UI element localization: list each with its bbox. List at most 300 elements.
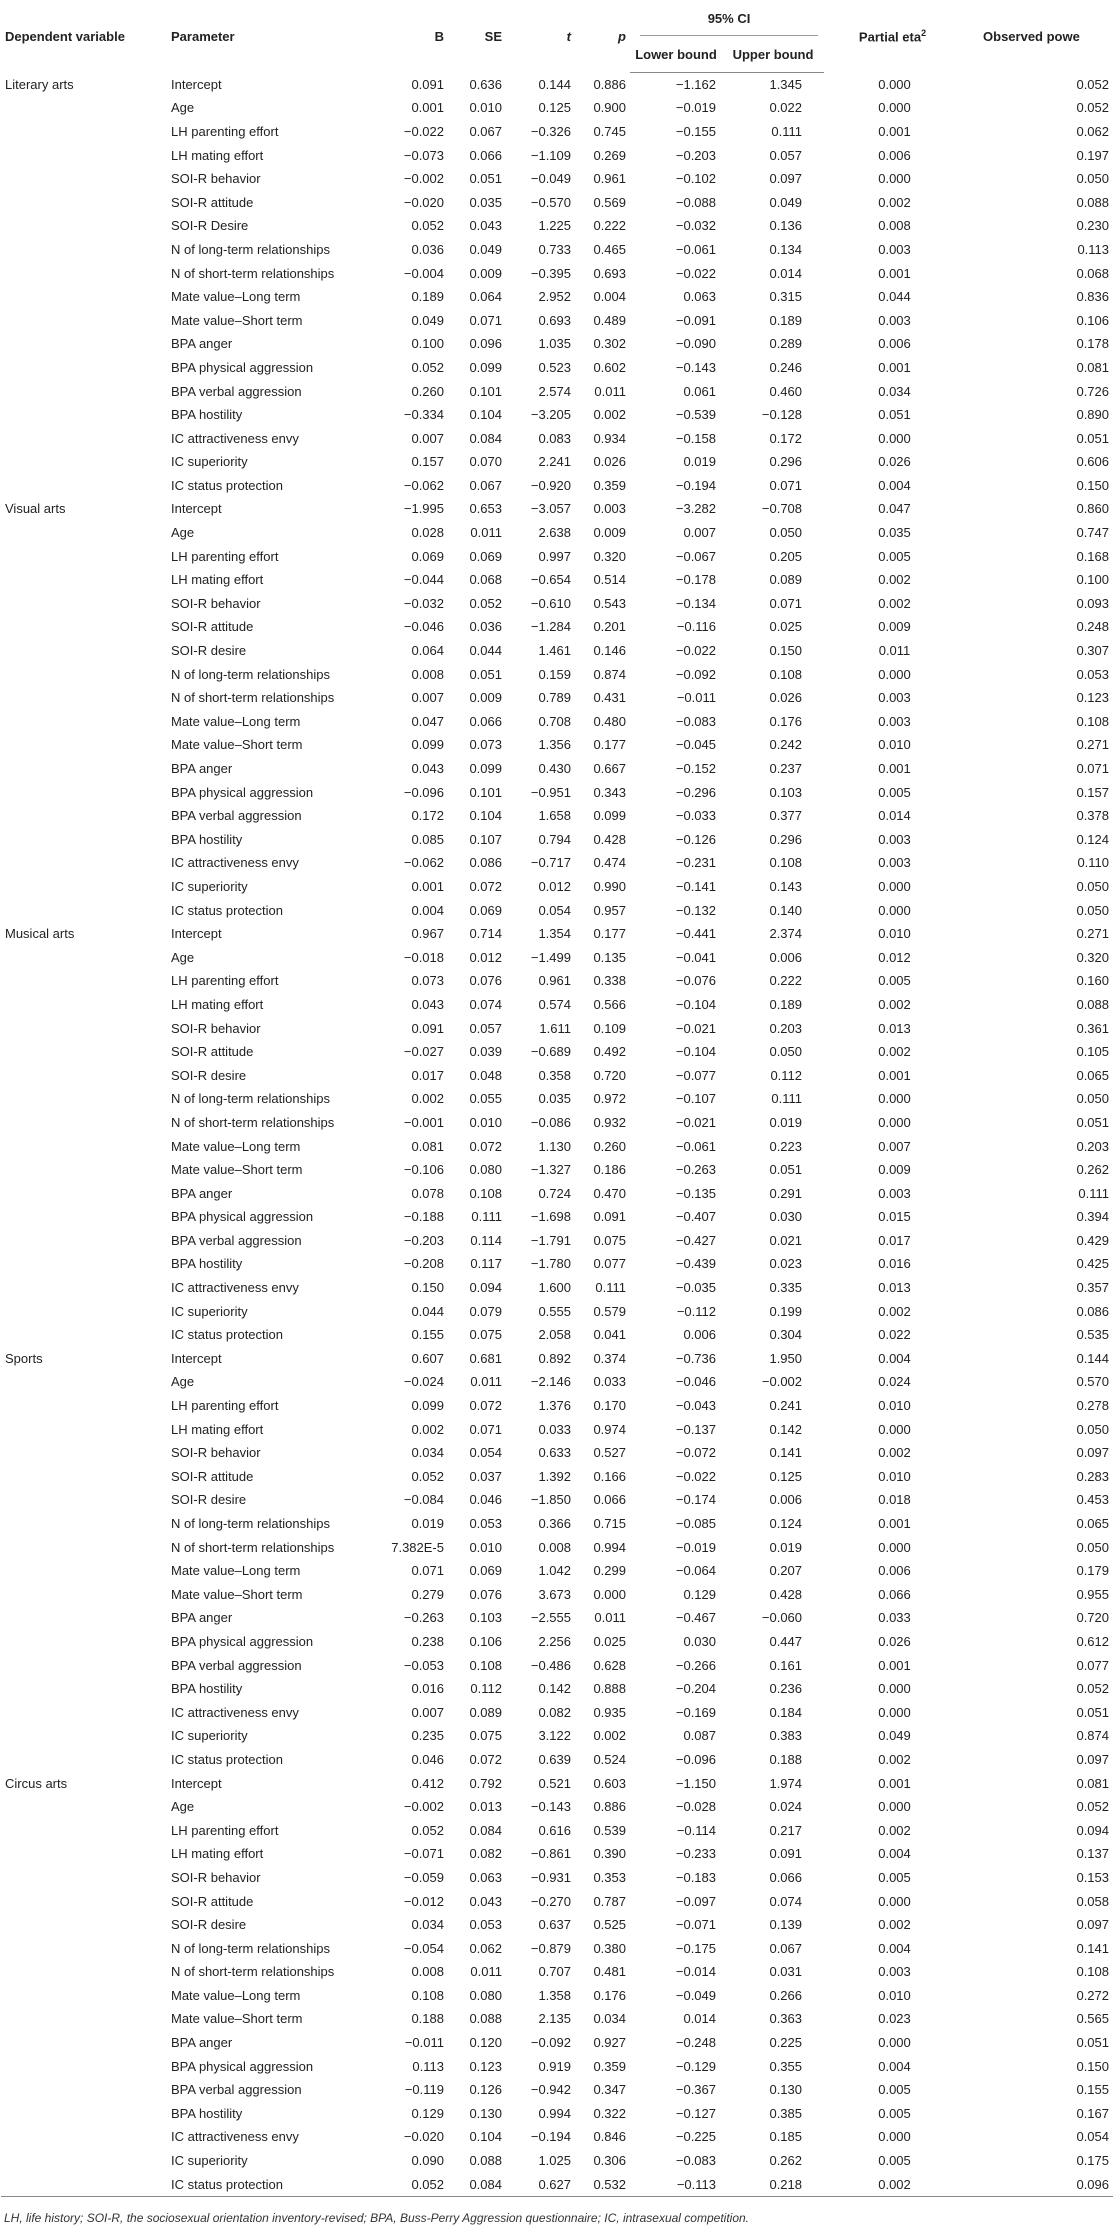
cell-b: −0.106 <box>403 1162 444 1178</box>
cell-parameter: SOI-R attitude <box>171 1468 254 1484</box>
cell-p: 0.480 <box>593 713 626 729</box>
cell-partial-eta: 0.010 <box>878 737 911 753</box>
cell-upper-bound: 0.189 <box>769 996 803 1012</box>
cell-parameter: BPA hostility <box>171 1681 243 1697</box>
cell-partial-eta: 0.014 <box>878 808 911 824</box>
cell-t: 0.083 <box>538 430 571 446</box>
cell-t: 0.125 <box>538 100 571 116</box>
cell-se: 0.096 <box>469 336 502 352</box>
cell-parameter: IC status protection <box>171 1751 283 1767</box>
cell-se: 0.089 <box>469 1704 502 1720</box>
cell-observed-power: 0.110 <box>1077 855 1110 871</box>
group-label-empty <box>1 1489 167 1513</box>
cell-t: −1.109 <box>530 147 571 163</box>
group-label-empty <box>1 545 167 569</box>
table-row <box>1 1465 1113 1489</box>
cell-p: 0.009 <box>593 525 626 541</box>
cell-observed-power: 0.051 <box>1076 430 1110 446</box>
cell-t: −0.092 <box>530 2035 571 2051</box>
table-row <box>1 781 1113 805</box>
cell-t: 3.122 <box>538 1728 571 1744</box>
cell-parameter: SOI-R behavior <box>171 171 261 187</box>
cell-se: 0.108 <box>469 1185 502 1201</box>
cell-lower-bound: −0.014 <box>675 1964 716 1980</box>
group-label-empty <box>1 1182 167 1206</box>
table-row <box>1 616 1113 640</box>
cell-upper-bound: 0.108 <box>769 855 803 871</box>
cell-observed-power: 0.086 <box>1076 1303 1110 1319</box>
cell-p: 0.025 <box>593 1633 626 1649</box>
cell-se: 0.112 <box>470 1681 502 1697</box>
cell-t: 0.892 <box>538 1350 571 1366</box>
cell-t: 2.058 <box>538 1327 571 1343</box>
table-row <box>1 568 1113 592</box>
cell-upper-bound: 0.111 <box>771 1091 803 1107</box>
cell-partial-eta: 0.005 <box>878 973 911 989</box>
cell-lower-bound: −0.266 <box>675 1657 716 1673</box>
cell-parameter: N of long-term relationships <box>171 1516 330 1532</box>
cell-partial-eta: 0.000 <box>878 1421 911 1437</box>
group-label-empty <box>1 1465 167 1489</box>
cell-t: 2.135 <box>538 2011 571 2027</box>
cell-observed-power: 0.197 <box>1076 147 1110 163</box>
cell-observed-power: 0.175 <box>1076 2153 1110 2169</box>
cell-t: 0.358 <box>538 1067 571 1083</box>
cell-partial-eta: 0.047 <box>878 501 911 517</box>
cell-p: 0.109 <box>593 1020 626 1036</box>
cell-se: 0.079 <box>469 1303 502 1319</box>
cell-t: −0.861 <box>530 1846 571 1862</box>
cell-partial-eta: 0.044 <box>878 289 911 305</box>
cell-lower-bound: 0.014 <box>683 2011 716 2027</box>
cell-observed-power: 0.283 <box>1076 1468 1110 1484</box>
cell-upper-bound: 0.049 <box>769 194 803 210</box>
cell-p: 0.002 <box>593 1728 626 1744</box>
cell-se: 0.120 <box>469 2035 502 2051</box>
cell-t: 1.354 <box>538 926 571 942</box>
cell-b: 0.100 <box>411 336 444 352</box>
cell-lower-bound: 0.087 <box>683 1728 716 1744</box>
cell-t: 1.376 <box>538 1398 571 1414</box>
table-row <box>1 73 1113 97</box>
cell-se: 0.106 <box>469 1633 502 1649</box>
cell-t: 0.521 <box>538 1775 571 1791</box>
cell-p: 0.886 <box>593 1799 626 1815</box>
cell-t: −1.791 <box>530 1232 571 1248</box>
cell-upper-bound: 0.089 <box>769 572 803 588</box>
cell-b: 0.172 <box>411 808 444 824</box>
table-row <box>1 1088 1113 1112</box>
cell-p: 0.886 <box>593 76 626 92</box>
cell-partial-eta: 0.003 <box>878 241 911 257</box>
cell-partial-eta: 0.003 <box>878 831 911 847</box>
cell-observed-power: 0.050 <box>1076 1421 1110 1437</box>
cell-observed-power: 0.272 <box>1076 1987 1110 2003</box>
cell-observed-power: 0.050 <box>1076 902 1110 918</box>
cell-se: 0.043 <box>469 218 502 234</box>
cell-t: −0.920 <box>530 477 571 493</box>
cell-lower-bound: −0.088 <box>675 194 716 210</box>
cell-observed-power: 0.361 <box>1076 1020 1110 1036</box>
cell-observed-power: 0.394 <box>1076 1209 1110 1225</box>
cell-p: 0.186 <box>593 1162 626 1178</box>
group-label-empty <box>1 1158 167 1182</box>
cell-p: 0.745 <box>593 123 626 139</box>
cell-b: −0.027 <box>403 1044 444 1060</box>
cell-observed-power: 0.378 <box>1076 808 1110 824</box>
cell-lower-bound: −1.162 <box>675 76 716 92</box>
cell-upper-bound: 0.067 <box>769 1940 803 1956</box>
cell-t: −1.780 <box>530 1256 571 1272</box>
cell-b: 0.008 <box>411 666 444 682</box>
cell-se: 0.072 <box>469 1398 502 1414</box>
cell-t: −0.570 <box>530 194 571 210</box>
group-label-empty <box>1 970 167 994</box>
cell-lower-bound: −0.183 <box>675 1869 716 1885</box>
group-label-empty <box>1 451 167 475</box>
cell-partial-eta: 0.002 <box>878 996 911 1012</box>
group-label-empty <box>1 427 167 451</box>
group-label-empty <box>1 120 167 144</box>
cell-partial-eta: 0.012 <box>878 949 911 965</box>
cell-t: 3.673 <box>538 1586 571 1602</box>
cell-upper-bound: 0.142 <box>769 1421 803 1437</box>
cell-upper-bound: 0.242 <box>769 737 803 753</box>
cell-lower-bound: −0.011 <box>676 690 716 706</box>
cell-parameter: Intercept <box>171 76 222 92</box>
cell-observed-power: 0.726 <box>1076 383 1110 399</box>
cell-upper-bound: 0.112 <box>770 1067 803 1083</box>
cell-partial-eta: 0.049 <box>878 1728 911 1744</box>
cell-lower-bound: −0.114 <box>676 1822 716 1838</box>
cell-parameter: BPA physical aggression <box>171 359 314 375</box>
cell-parameter: LH parenting effort <box>171 548 279 564</box>
cell-se: 0.084 <box>469 1822 502 1838</box>
cell-partial-eta: 0.003 <box>878 690 911 706</box>
cell-t: 0.012 <box>538 878 571 894</box>
cell-partial-eta: 0.002 <box>878 572 911 588</box>
cell-partial-eta: 0.013 <box>878 1020 911 1036</box>
table-row <box>1 592 1113 616</box>
cell-se: 0.067 <box>469 477 502 493</box>
cell-t: 0.693 <box>538 312 571 328</box>
table-row <box>1 899 1113 923</box>
header-t: t <box>566 28 571 44</box>
cell-lower-bound: 0.019 <box>683 454 716 470</box>
table-row <box>1 2031 1113 2055</box>
group-label-empty <box>1 167 167 191</box>
group-label-empty <box>1 1937 167 1961</box>
cell-upper-bound: 0.241 <box>769 1398 803 1414</box>
table-body <box>1 73 1113 2197</box>
cell-partial-eta: 0.001 <box>878 1657 911 1673</box>
group-label-empty <box>1 1017 167 1041</box>
cell-observed-power: 0.113 <box>1077 241 1110 257</box>
table-row <box>1 639 1113 663</box>
table-row <box>1 922 1113 946</box>
cell-upper-bound: 0.335 <box>769 1280 803 1296</box>
header-observed-power: Observed powe <box>983 28 1080 44</box>
cell-se: 0.071 <box>469 1421 502 1437</box>
table-row <box>1 451 1113 475</box>
cell-parameter: Mate value–Long term <box>171 1563 301 1579</box>
cell-se: 0.792 <box>469 1775 502 1791</box>
cell-se: 0.101 <box>469 383 502 399</box>
cell-parameter: BPA anger <box>171 2035 233 2051</box>
table-row <box>1 1607 1113 1631</box>
cell-lower-bound: −0.158 <box>675 430 716 446</box>
cell-t: 1.025 <box>538 2153 571 2169</box>
cell-parameter: Intercept <box>171 1350 222 1366</box>
cell-lower-bound: 0.006 <box>683 1327 716 1343</box>
cell-p: 0.492 <box>593 1044 626 1060</box>
cell-se: 0.099 <box>469 761 502 777</box>
table-row <box>1 1064 1113 1088</box>
cell-lower-bound: −0.076 <box>675 973 716 989</box>
cell-upper-bound: 1.974 <box>769 1775 803 1791</box>
cell-parameter: BPA anger <box>171 1185 233 1201</box>
cell-se: 0.088 <box>469 2011 502 2027</box>
cell-parameter: SOI-R attitude <box>171 1893 254 1909</box>
cell-lower-bound: −0.178 <box>675 572 716 588</box>
group-label-empty <box>1 1961 167 1985</box>
cell-p: 0.041 <box>593 1327 626 1343</box>
table-row <box>1 828 1113 852</box>
cell-observed-power: 0.357 <box>1076 1280 1110 1296</box>
cell-parameter: IC superiority <box>171 878 248 894</box>
cell-observed-power: 0.836 <box>1076 289 1110 305</box>
cell-observed-power: 0.108 <box>1076 713 1110 729</box>
group-label-empty <box>1 1418 167 1442</box>
cell-b: 0.157 <box>411 454 444 470</box>
cell-b: −0.062 <box>403 477 444 493</box>
group-label-empty <box>1 1536 167 1560</box>
cell-parameter: BPA anger <box>171 1610 233 1626</box>
cell-upper-bound: 0.222 <box>769 973 803 989</box>
cell-se: 0.036 <box>469 619 502 635</box>
cell-p: 0.170 <box>593 1398 626 1414</box>
group-label-empty <box>1 686 167 710</box>
cell-lower-bound: −0.097 <box>675 1893 716 1909</box>
cell-lower-bound: −0.296 <box>675 784 716 800</box>
group-label-empty <box>1 2078 167 2102</box>
cell-t: 1.461 <box>538 643 571 659</box>
cell-p: 0.667 <box>593 761 626 777</box>
header-dependent-variable: Dependent variable <box>5 28 125 44</box>
cell-upper-bound: 0.205 <box>769 548 803 564</box>
cell-p: 0.177 <box>593 737 626 753</box>
cell-partial-eta: 0.002 <box>878 194 911 210</box>
table-row <box>1 1182 1113 1206</box>
cell-t: −0.610 <box>530 595 571 611</box>
table-row <box>1 403 1113 427</box>
cell-se: 0.054 <box>469 1445 502 1461</box>
group-label-empty <box>1 1441 167 1465</box>
cell-observed-power: 0.150 <box>1076 2058 1110 2074</box>
cell-partial-eta: 0.003 <box>878 312 911 328</box>
table-row <box>1 2055 1113 2079</box>
cell-t: −0.931 <box>530 1869 571 1885</box>
cell-upper-bound: 0.184 <box>769 1704 803 1720</box>
cell-lower-bound: −0.407 <box>675 1209 716 1225</box>
cell-p: 0.569 <box>593 194 626 210</box>
cell-observed-power: 0.123 <box>1076 690 1110 706</box>
cell-b: −0.096 <box>403 784 444 800</box>
cell-lower-bound: −0.096 <box>675 1751 716 1767</box>
cell-b: 0.967 <box>411 926 444 942</box>
cell-partial-eta: 0.008 <box>878 218 911 234</box>
cell-partial-eta: 0.001 <box>878 123 911 139</box>
cell-upper-bound: 0.385 <box>769 2105 803 2121</box>
cell-lower-bound: −0.116 <box>676 619 716 635</box>
cell-observed-power: 0.179 <box>1076 1563 1110 1579</box>
cell-p: 0.527 <box>593 1445 626 1461</box>
cell-upper-bound: 0.108 <box>769 666 803 682</box>
cell-se: 0.103 <box>469 1610 502 1626</box>
cell-observed-power: 0.606 <box>1076 454 1110 470</box>
cell-parameter: Intercept <box>171 1775 222 1791</box>
cell-t: 1.392 <box>538 1468 571 1484</box>
group-label-empty <box>1 1701 167 1725</box>
cell-p: 0.033 <box>593 1374 626 1390</box>
cell-p: 0.353 <box>593 1869 626 1885</box>
group-label: Visual arts <box>5 501 66 517</box>
cell-p: 0.602 <box>593 359 626 375</box>
table-row <box>1 545 1113 569</box>
cell-t: −1.499 <box>530 949 571 965</box>
cell-partial-eta: 0.005 <box>878 2153 911 2169</box>
cell-partial-eta: 0.006 <box>878 147 911 163</box>
cell-partial-eta: 0.002 <box>878 1303 911 1319</box>
cell-observed-power: 0.155 <box>1076 2082 1110 2098</box>
cell-se: 0.104 <box>469 407 502 423</box>
cell-partial-eta: 0.002 <box>878 1044 911 1060</box>
cell-parameter: Mate value–Short term <box>171 1162 303 1178</box>
cell-parameter: LH parenting effort <box>171 973 279 989</box>
cell-lower-bound: −0.169 <box>675 1704 716 1720</box>
cell-t: −0.143 <box>530 1799 571 1815</box>
cell-t: −0.194 <box>530 2129 571 2145</box>
cell-p: 0.034 <box>593 2011 626 2027</box>
cell-parameter: N of short-term relationships <box>171 1539 335 1555</box>
cell-parameter: IC status protection <box>171 1327 283 1343</box>
cell-upper-bound: 0.134 <box>769 241 803 257</box>
cell-observed-power: 0.065 <box>1076 1067 1110 1083</box>
cell-observed-power: 0.144 <box>1076 1350 1110 1366</box>
cell-se: 0.636 <box>469 76 502 92</box>
cell-t: 0.639 <box>538 1751 571 1767</box>
cell-se: 0.653 <box>469 501 502 517</box>
table-row <box>1 1441 1113 1465</box>
cell-b: −0.188 <box>403 1209 444 1225</box>
cell-parameter: SOI-R Desire <box>171 218 249 234</box>
cell-partial-eta: 0.022 <box>878 1327 911 1343</box>
header-ci <box>630 0 824 36</box>
cell-b: 0.108 <box>411 1987 444 2003</box>
cell-b: −0.263 <box>403 1610 444 1626</box>
cell-p: 0.111 <box>595 1280 626 1296</box>
cell-parameter: Intercept <box>171 501 222 517</box>
cell-partial-eta: 0.013 <box>878 1280 911 1296</box>
cell-partial-eta: 0.002 <box>878 1822 911 1838</box>
table-row <box>1 1158 1113 1182</box>
cell-b: −1.995 <box>403 501 444 517</box>
cell-parameter: BPA verbal aggression <box>171 1232 302 1248</box>
table-row <box>1 356 1113 380</box>
cell-parameter: BPA verbal aggression <box>171 2082 302 2098</box>
cell-b: 0.607 <box>411 1350 444 1366</box>
cell-se: 0.123 <box>469 2058 502 2074</box>
cell-se: 0.066 <box>469 147 502 163</box>
group-label-empty <box>1 2173 167 2197</box>
cell-lower-bound: 0.007 <box>683 525 716 541</box>
cell-b: 0.034 <box>411 1445 444 1461</box>
cell-lower-bound: −0.071 <box>675 1917 716 1933</box>
cell-p: 0.934 <box>593 430 626 446</box>
cell-parameter: Mate value–Long term <box>171 289 301 305</box>
group-label-empty <box>1 592 167 616</box>
cell-b: 0.044 <box>411 1303 444 1319</box>
table-row <box>1 1654 1113 1678</box>
cell-b: 0.085 <box>411 831 444 847</box>
cell-se: 0.130 <box>469 2105 502 2121</box>
cell-partial-eta: 0.001 <box>878 1067 911 1083</box>
cell-observed-power: 0.141 <box>1076 1940 1110 1956</box>
cell-upper-bound: 1.345 <box>769 76 803 92</box>
cell-parameter: SOI-R desire <box>171 1067 247 1083</box>
cell-lower-bound: −0.112 <box>676 1303 716 1319</box>
cell-partial-eta: 0.000 <box>878 1704 911 1720</box>
cell-partial-eta: 0.000 <box>878 2035 911 2051</box>
cell-se: 0.126 <box>469 2082 502 2098</box>
cell-observed-power: 0.160 <box>1076 973 1110 989</box>
cell-t: 1.356 <box>538 737 571 753</box>
cell-b: 0.155 <box>411 1327 444 1343</box>
cell-b: 0.049 <box>411 312 444 328</box>
cell-se: 0.117 <box>470 1256 502 1272</box>
cell-lower-bound: −0.231 <box>675 855 716 871</box>
cell-partial-eta: 0.002 <box>824 2173 961 2197</box>
group-label-empty <box>1 1607 167 1631</box>
cell-se: 0.088 <box>469 2153 502 2169</box>
table-row <box>1 1937 1113 1961</box>
cell-se: 0.076 <box>469 1586 502 1602</box>
cell-lower-bound: −0.045 <box>675 737 716 753</box>
cell-p: 0.026 <box>593 454 626 470</box>
cell-t: 0.633 <box>538 1445 571 1461</box>
cell-p: 0.539 <box>593 1822 626 1838</box>
cell-parameter: BPA verbal aggression <box>171 383 302 399</box>
cell-observed-power: 0.051 <box>1076 2035 1110 2051</box>
cell-lower-bound: −0.083 <box>675 713 716 729</box>
cell-t: 0.008 <box>538 1539 571 1555</box>
table-row <box>1 1843 1113 1867</box>
cell-observed-power: 0.081 <box>1076 1775 1110 1791</box>
cell-lower-bound: −0.019 <box>675 1539 716 1555</box>
cell-observed-power: 0.053 <box>1076 666 1110 682</box>
cell-t: −1.284 <box>530 619 571 635</box>
cell-parameter: BPA physical aggression <box>171 1209 314 1225</box>
cell-upper-bound: 0.188 <box>769 1751 803 1767</box>
cell-se: 0.067 <box>469 123 502 139</box>
cell-lower-bound: −0.263 <box>675 1162 716 1178</box>
cell-parameter: Age <box>171 525 195 541</box>
cell-upper-bound: 0.019 <box>769 1539 803 1555</box>
cell-se: 0.012 <box>469 949 502 965</box>
cell-observed-power: 0.097 <box>1076 1751 1110 1767</box>
group-label-empty <box>1 1206 167 1230</box>
cell-upper-bound: 0.428 <box>769 1586 803 1602</box>
